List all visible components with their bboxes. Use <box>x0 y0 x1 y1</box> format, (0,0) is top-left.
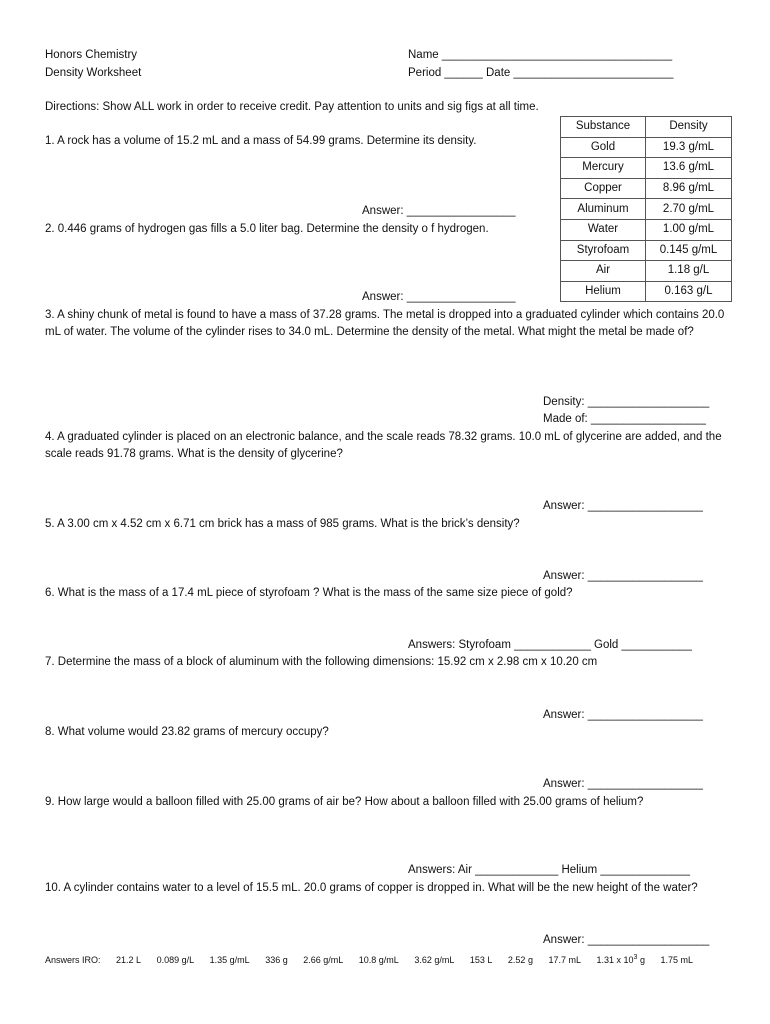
answer-value: 3.62 g/mL <box>414 955 455 965</box>
answer-line-9[interactable]: Answers: Air _____________ Helium ______________ <box>408 864 690 876</box>
answer-value: 2.52 g <box>507 955 533 965</box>
question-2: 2. 0.446 grams of hydrogen gas fills a 5.0 liter bag. Determine the density o f hydrogen. <box>45 223 489 235</box>
table-row <box>561 178 732 199</box>
answer-value: 153 L <box>469 955 493 965</box>
question-8: 8. What volume would 23.82 grams of mercury occupy? <box>45 726 329 738</box>
table-row <box>561 137 732 158</box>
answer-value: 1.75 mL <box>660 955 694 965</box>
question-7: 7. Determine the mass of a block of aluminum with the following dimensions: 15.92 cm x 2.98 cm x 10.20 cm <box>45 656 598 668</box>
table-header-row <box>561 117 732 138</box>
question-5: 5. A 3.00 cm x 4.52 cm x 6.71 cm brick has a mass of 985 grams. What is the brick’s density? <box>45 518 520 530</box>
substance-cell: Mercury <box>561 158 646 179</box>
answer-line-8[interactable]: Answer: __________________ <box>543 778 703 790</box>
answer-value: 2.66 g/mL <box>303 955 344 965</box>
table-row <box>561 261 732 282</box>
answer-value-scientific <box>597 955 658 965</box>
worksheet-title: Density Worksheet <box>45 67 142 79</box>
question-4: 4. A graduated cylinder is placed on an electronic balance, and the scale reads 78.32 grams. 10.0 mL of glycerine are added, and the scale reads 91.78 grams. What is the density of glycerine? <box>45 431 722 460</box>
question-6: 6. What is the mass of a 17.4 mL piece of styrofoam ? What is the mass of the same size piece of gold? <box>45 587 573 599</box>
answer-value: 17.7 mL <box>548 955 581 965</box>
answer-line-3-density[interactable]: Density: ___________________ <box>543 396 710 408</box>
density-cell: 1.00 g/mL <box>646 219 732 240</box>
table-row <box>561 199 732 220</box>
substance-cell: Gold <box>561 137 646 158</box>
density-cell: 0.163 g/L <box>646 281 732 302</box>
density-table <box>560 116 732 302</box>
course-name: Honors Chemistry <box>45 49 138 61</box>
density-cell: 2.70 g/mL <box>646 199 732 220</box>
sci-mantissa: 1.31 x 10 <box>596 955 634 965</box>
question-3: 3. A shiny chunk of metal is found to have a mass of 37.28 grams. The metal is dropped into a graduated cylinder which contains 20.0 mL of water. The volume of the cylinder rises to 34.0 mL. Determine the density of the metal. What might the metal be made of? <box>45 309 725 338</box>
question-1: 1. A rock has a volume of 15.2 mL and a mass of 54.99 grams. Determine its density. <box>45 135 477 147</box>
answer-line-7[interactable]: Answer: __________________ <box>543 709 703 721</box>
sci-unit: g <box>637 955 645 965</box>
answer-line-6[interactable]: Answers: Styrofoam ____________ Gold ___________ <box>408 639 692 651</box>
answer-value: 10.8 g/mL <box>358 955 399 965</box>
density-cell: 19.3 g/mL <box>646 137 732 158</box>
answer-value: 336 g <box>265 955 288 965</box>
answer-line-10[interactable]: Answer: ___________________ <box>543 934 710 946</box>
answer-line-1[interactable]: Answer: _________________ <box>362 205 516 217</box>
table-row <box>561 240 732 261</box>
substance-cell: Copper <box>561 178 646 199</box>
substance-cell: Styrofoam <box>561 240 646 261</box>
table-header-cell: Density <box>646 117 732 138</box>
table-row <box>561 158 732 179</box>
density-cell: 0.145 g/mL <box>646 240 732 261</box>
answer-line-5[interactable]: Answer: __________________ <box>543 570 703 582</box>
sci-exponent: 3 <box>633 954 638 961</box>
substance-cell: Aluminum <box>561 199 646 220</box>
substance-cell: Helium <box>561 281 646 302</box>
question-10: 10. A cylinder contains water to a level of 15.5 mL. 20.0 grams of copper is dropped in. What will be the new height of the water? <box>45 882 698 894</box>
answer-value: 21.2 L <box>116 955 142 965</box>
table-row <box>561 281 732 302</box>
answers-iro <box>45 949 693 969</box>
period-date-field[interactable]: Period ______ Date _________________________ <box>408 67 674 79</box>
density-cell: 13.6 g/mL <box>646 158 732 179</box>
answer-value: 1.35 g/mL <box>209 955 250 965</box>
density-cell: 8.96 g/mL <box>646 178 732 199</box>
answer-line-4[interactable]: Answer: __________________ <box>543 500 703 512</box>
substance-cell: Air <box>561 261 646 282</box>
answer-line-3-material[interactable]: Made of: __________________ <box>543 413 707 425</box>
answer-line-2[interactable]: Answer: _________________ <box>362 291 516 303</box>
directions: Directions: Show ALL work in order to receive credit. Pay attention to units and sig figs at all time. <box>45 101 539 113</box>
question-9: 9. How large would a balloon filled with 25.00 grams of air be? How about a balloon filled with 25.00 grams of helium? <box>45 796 644 808</box>
name-field[interactable]: Name ____________________________________ <box>408 49 673 61</box>
density-cell: 1.18 g/L <box>646 261 732 282</box>
substance-cell: Water <box>561 219 646 240</box>
table-header-cell: Substance <box>561 117 646 138</box>
answer-value: 0.089 g/L <box>156 955 195 965</box>
answers-iro-label: Answers IRO: <box>45 955 101 965</box>
table-row <box>561 219 732 240</box>
